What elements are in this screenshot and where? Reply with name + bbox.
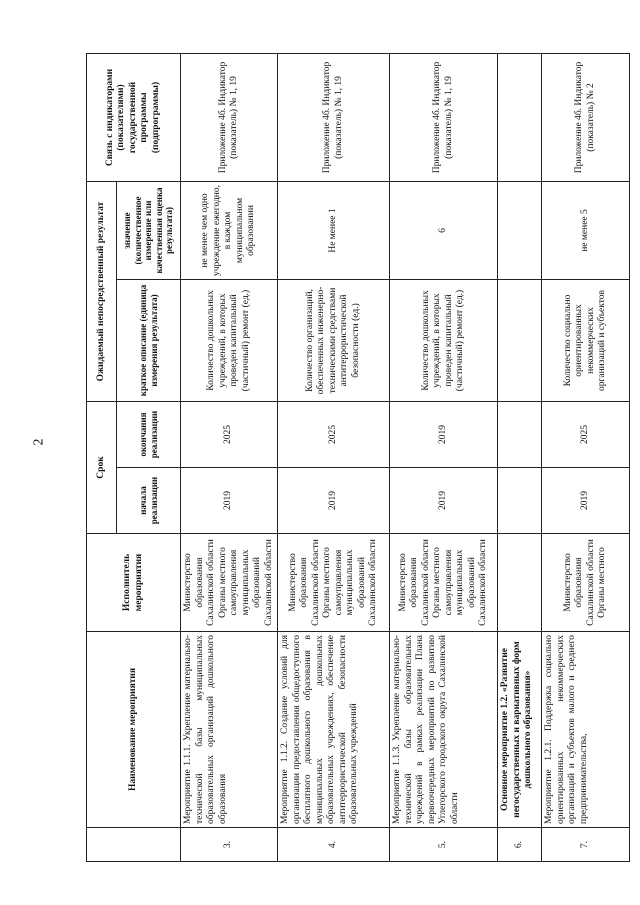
header-term-start: начала реализации xyxy=(117,468,181,534)
row-link: Приложение 4б. Индикатор (показатель) № 2 xyxy=(542,54,630,182)
page-number: 2 xyxy=(31,438,47,446)
row-name: Мероприятие 1.1.1. Укрепление материально-технической базы муниципальных образовательных организаций дошкольного образования xyxy=(181,632,278,828)
row-executor: Министерство образования Сахалинской области Органы местного самоуправления муниципальных образований Сахалинской области xyxy=(278,534,390,632)
table-row xyxy=(542,54,630,862)
row-start: 2019 xyxy=(390,468,498,534)
row-end: 2025 xyxy=(278,402,390,468)
table-row xyxy=(181,54,278,862)
row-end: 2025 xyxy=(542,402,630,468)
row-name: Основное мероприятие 1.2. «Развитие негосударственных и вариативных форм дошкольного образования» xyxy=(498,632,542,828)
header-link: Связь с индикаторами (показателями) государственной программы (подпрограммы) xyxy=(87,54,181,182)
row-value xyxy=(498,182,542,280)
row-name: Мероприятие 1.1.2. Создание условий для организации предоставления общедоступного бесплатного дошкольного образования в муниципальных дошкольных образовательных учреждениях, обеспечение антитеррористической безопасности образовательных учреждений xyxy=(278,632,390,828)
row-start: 2019 xyxy=(278,468,390,534)
row-executor: Министерство образования Сахалинской области Органы местного самоуправления муниципальных образований Сахалинской области xyxy=(390,534,498,632)
header-row-1 xyxy=(87,54,117,862)
header-executor: Исполнитель мероприятия xyxy=(87,534,181,632)
table-row xyxy=(278,54,390,862)
row-link: Приложение 4б. Индикатор (показатель) № 1, 19 xyxy=(390,54,498,182)
rotated-table-wrapper xyxy=(86,54,622,862)
row-link xyxy=(498,54,542,182)
row-value: не менее 5 xyxy=(542,182,630,280)
row-end: 2019 xyxy=(390,402,498,468)
table-row xyxy=(498,54,542,862)
row-executor xyxy=(498,534,542,632)
row-start: 2019 xyxy=(542,468,630,534)
activities-table xyxy=(86,53,630,862)
row-num: 4. xyxy=(278,828,390,862)
row-value: 6 xyxy=(390,182,498,280)
row-end xyxy=(498,402,542,468)
header-result-desc: краткое описание (единица измерения результата) xyxy=(117,280,181,402)
row-desc: Количество дошкольных учреждений, в которых проведен капитальный (частичный) ремонт (ед.) xyxy=(181,280,278,402)
row-end: 2025 xyxy=(181,402,278,468)
row-executor: Министерство образования Сахалинской области Органы местного самоуправления муниципальных образований Сахалинской области xyxy=(181,534,278,632)
row-desc: Количество организаций, обеспеченных инженерно-техническими средствами антитеррористической безопасности (ед.) xyxy=(278,280,390,402)
header-num xyxy=(87,828,181,862)
header-result-value: значение (количественное измерение или качественная оценка результата) xyxy=(117,182,181,280)
row-executor: Министерство образования Сахалинской области Органы местного xyxy=(542,534,630,632)
header-term-end: окончания реализации xyxy=(117,402,181,468)
header-term: Срок xyxy=(87,402,117,534)
row-num: 3. xyxy=(181,828,278,862)
row-start xyxy=(498,468,542,534)
row-name: Мероприятие 1.1.3. Укрепление материально-технической базы образовательных учреждений в рамках реализации Плана первоочередных мероприятий по развитию Углегорского городского округа Сахалинской области xyxy=(390,632,498,828)
row-name: Мероприятие 1.2.1. Поддержка социально ориентированных некоммерческих организаций и субъектов малого и среднего предпринимательства, xyxy=(542,632,630,828)
row-num: 6. xyxy=(498,828,542,862)
row-desc xyxy=(498,280,542,402)
row-desc: Количество дошкольных учреждений, в которых проведен капитальный (частичный) ремонт (ед.) xyxy=(390,280,498,402)
header-result: Ожидаемый непосредственный результат xyxy=(87,182,117,402)
header-name: Наименование мероприятия xyxy=(87,632,181,828)
row-link: Приложение 4б. Индикатор (показатель) № 1, 19 xyxy=(278,54,390,182)
row-value: Не менее 1 xyxy=(278,182,390,280)
row-num: 5. xyxy=(390,828,498,862)
table-row xyxy=(390,54,498,862)
row-link: Приложение 4б. Индикатор (показатель) № 1, 19 xyxy=(181,54,278,182)
row-value: не менее чем одно учреждение ежегодно, в каждом муниципальном образовании xyxy=(181,182,278,280)
row-start: 2019 xyxy=(181,468,278,534)
row-num: 7. xyxy=(542,828,630,862)
row-desc: Количество социально ориентированных некоммерческих организаций и субъектов xyxy=(542,280,630,402)
